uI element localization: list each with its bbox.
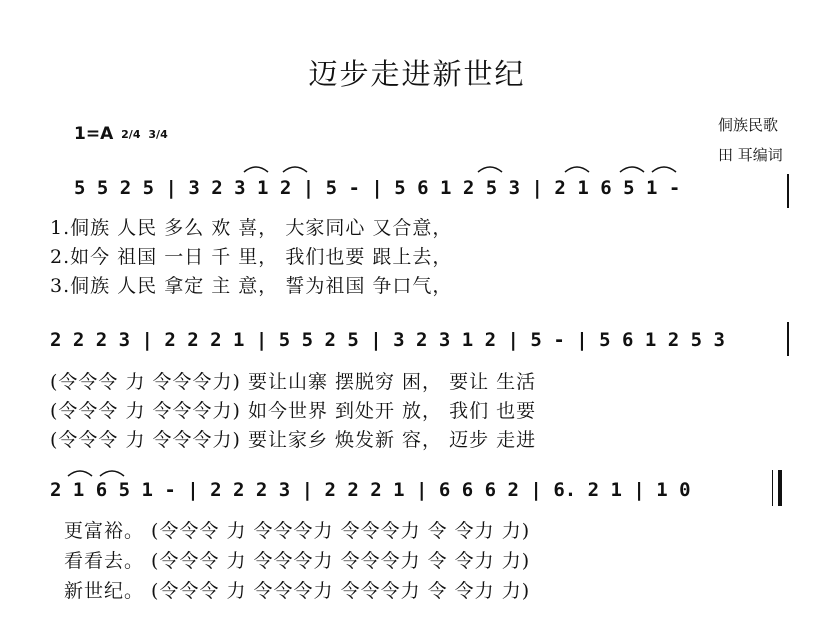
slur-arc bbox=[244, 167, 268, 172]
system-2-lyric-1: (令令令 力 令令令力) 要让山寨 摆脱穷 困， 要让 生活 bbox=[50, 371, 537, 393]
system-3-notes: 2 1 6 5 1 - | 2 2 2 3 | 2 2 2 1 | 6 6 6 2 | 6. 2 1 | 1 0 bbox=[50, 479, 691, 501]
slur-arc bbox=[565, 167, 589, 172]
system-3-lyric-1: 更富裕。 (令令令 力 令令令力 令令令力 令 令力 力) bbox=[64, 520, 531, 542]
system-2-lyric-2: (令令令 力 令令令力) 如今世界 到处开 放， 我们 也要 bbox=[50, 400, 537, 422]
final-barline-thin bbox=[772, 470, 773, 506]
time-signature-1-text: 2/4 bbox=[121, 127, 141, 141]
slur-arc bbox=[478, 167, 502, 172]
system-3-lyric-3: 新世纪。 (令令令 力 令令令力 令令令力 令 令力 力) bbox=[64, 580, 531, 602]
system-1-lyric-3: 3.侗族 人民 拿定 主 意， 誓为祖国 争口气， bbox=[50, 275, 453, 297]
slur-arc bbox=[100, 471, 124, 476]
slur-arc bbox=[652, 167, 676, 172]
song-title: 迈步走进新世纪 bbox=[308, 57, 526, 91]
system-2-notes: 2 2 2 3 | 2 2 2 1 | 5 5 2 5 | 3 2 3 1 2 | 5 - | 5 6 1 2 5 3 bbox=[50, 329, 725, 351]
slur-arc bbox=[68, 471, 92, 476]
system-1-end-barline bbox=[787, 174, 789, 208]
final-barline-heavy bbox=[778, 470, 782, 506]
key-label: 1=A bbox=[74, 124, 114, 144]
slur-arc bbox=[620, 167, 644, 172]
system-1-lyric-1: 1.侗族 人民 多么 欢 喜， 大家同心 又合意， bbox=[50, 217, 453, 239]
system-2-lyric-3: (令令令 力 令令令力) 要让家乡 焕发新 容， 迈步 走进 bbox=[50, 429, 537, 451]
credit-arranger: 田 耳编词 bbox=[718, 146, 783, 164]
slur-arc bbox=[283, 167, 307, 172]
system-1-notes: 5 5 2 5 | 3 2 3 1 2 | 5 - | 5 6 1 2 5 3 | 2 1 6 5 1 - bbox=[74, 177, 681, 199]
system-3-lyric-2: 看看去。 (令令令 力 令令令力 令令令力 令 令力 力) bbox=[64, 550, 531, 572]
key-signature bbox=[74, 124, 168, 144]
system-1-lyric-2: 2.如今 祖国 一日 千 里， 我们也要 跟上去， bbox=[50, 246, 453, 268]
credit-genre: 侗族民歌 bbox=[718, 116, 779, 134]
time-signature-2-text: 3/4 bbox=[148, 127, 168, 141]
time-signature-2 bbox=[148, 129, 167, 140]
system-2-end-barline bbox=[787, 322, 789, 356]
time-signature-1 bbox=[121, 129, 140, 140]
